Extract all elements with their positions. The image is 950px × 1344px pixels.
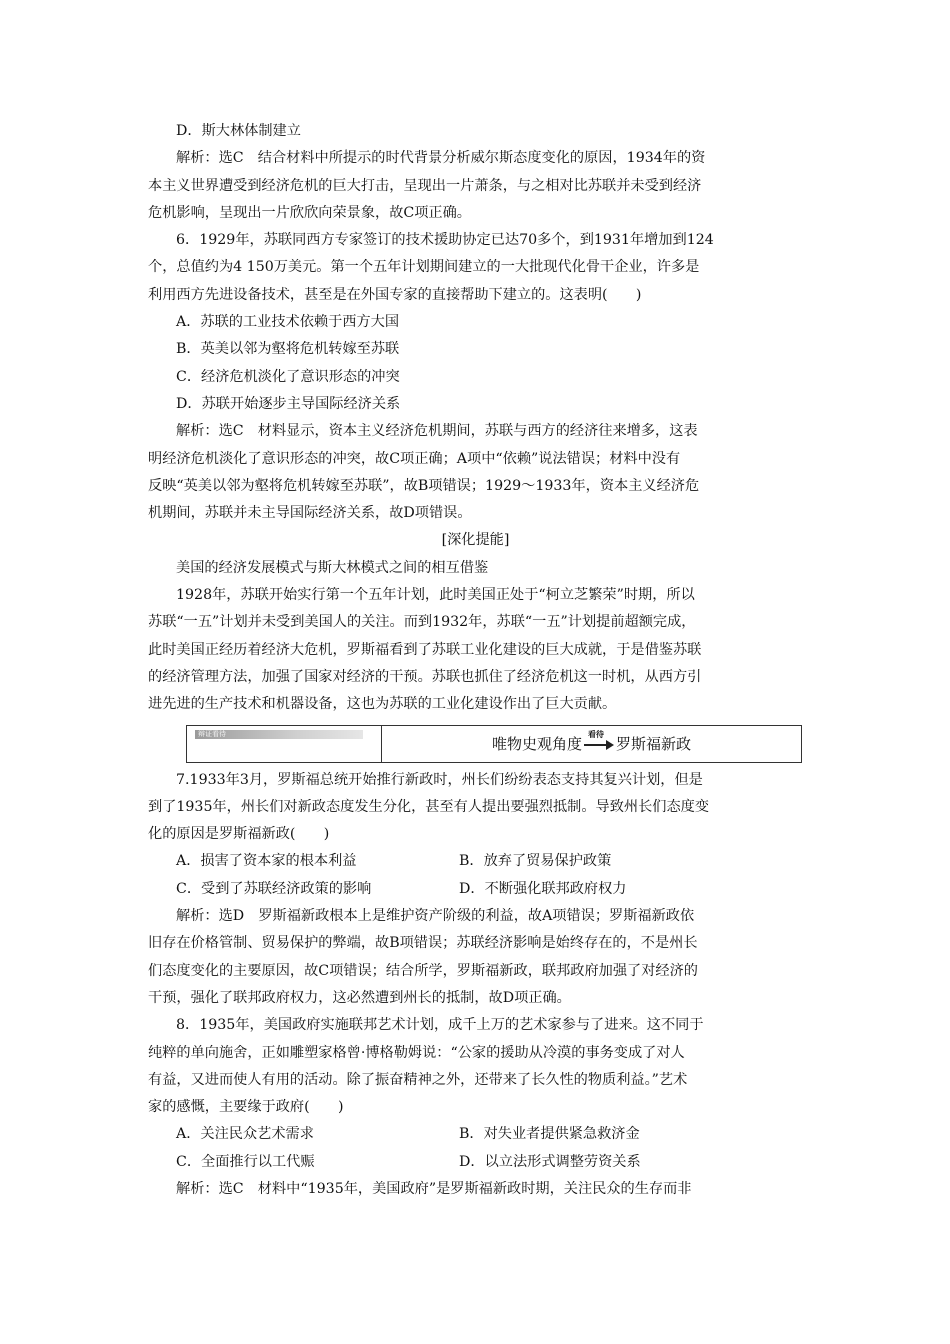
banner-tag-cell <box>187 726 382 762</box>
q7-option-c: C．受到了苏联经济政策的影响 <box>176 880 372 897</box>
section-heading: [深化提能] <box>441 532 510 549</box>
q6-option-b: B．英美以邻为壑将危机转嫁至苏联 <box>176 341 400 358</box>
q6-stem-line: 利用西方先进设备技术，甚至是在外国专家的直接帮助下建立的。这表明( ) <box>148 286 642 303</box>
q6-option-c: C．经济危机淡化了意识形态的冲突 <box>176 368 400 385</box>
q7-stem-line: 到了1935年，州长们对新政态度发生分化，甚至有人提出要强烈抵制。导致州长们态度变 <box>148 798 710 815</box>
q8-options-row <box>148 1121 803 1148</box>
q7-options-row <box>148 876 803 903</box>
q5-analysis-line: 解析：选C 结合材料中所提示的时代背景分析威尔斯态度变化的原因，1934年的资 <box>176 150 706 167</box>
q8-options-row <box>148 1149 803 1176</box>
section-body-line: 1928年，苏联开始实行第一个五年计划，此时美国正处于“柯立芝繁荣”时期，所以 <box>176 587 695 604</box>
q8-stem-line: 8．1935年，美国政府实施联邦艺术计划，成千上万的艺术家参与了进来。这不同于 <box>176 1017 704 1034</box>
q7-options-row <box>148 848 803 875</box>
section-body-line: 进先进的生产技术和机器设备，这也为苏联的工业化建设作出了巨大贡献。 <box>148 696 617 713</box>
section-body-line: 此时美国正经历着经济大危机，罗斯福看到了苏联工业化建设的巨大成就，于是借鉴苏联 <box>148 641 702 658</box>
q8-option-d: D．以立法形式调整劳资关系 <box>459 1153 641 1170</box>
q6-stem-line: 6．1929年，苏联同西方专家签订的技术援助协定已达70多个，到1931年增加到124 <box>176 232 714 249</box>
q6-analysis-line: 解析：选C 材料显示，资本主义经济危机期间，苏联与西方的经济往来增多，这表 <box>176 423 698 440</box>
section-title: 美国的经济发展模式与斯大林模式之间的相互借鉴 <box>176 559 489 576</box>
banner-right-text: 罗斯福新政 <box>616 735 692 754</box>
q7-analysis-line: 干预，强化了联邦政府权力，这必然遭到州长的抵制，故D项正确。 <box>148 989 571 1006</box>
banner-title <box>382 726 801 762</box>
q8-analysis-line: 解析：选C 材料中“1935年，美国政府”是罗斯福新政时期，关注民众的生存而非 <box>176 1180 692 1197</box>
q6-analysis-line: 机期间，苏联并未主导国际经济关系，故D项错误。 <box>148 505 472 522</box>
q7-analysis-line: 解析：选D 罗斯福新政根本上是维护资产阶级的利益，故A项错误；罗斯福新政依 <box>176 908 695 925</box>
q7-analysis-line: 们态度变化的主要原因，故C项错误；结合所学，罗斯福新政，联邦政府加强了对经济的 <box>148 962 698 979</box>
q6-option-a: A．苏联的工业技术依赖于西方大国 <box>176 314 400 331</box>
q6-option-d: D．苏联开始逐步主导国际经济关系 <box>176 395 401 412</box>
section-body-line: 的经济管理方法，加强了国家对经济的干预。苏联也抓住了经济危机这一时机，从西方引 <box>148 668 702 685</box>
q6-analysis-line: 反映“英美以邻为壑将危机转嫁至苏联”，故B项错误；1929～1933年，资本主义经济危 <box>148 477 700 494</box>
q7-stem-line: 7.1933年3月，罗斯福总统开始推行新政时，州长们纷纷表态支持其复兴计划，但是 <box>176 771 703 788</box>
q8-option-a: A．关注民众艺术需求 <box>176 1126 314 1143</box>
q8-stem-line: 家的感慨，主要缘于政府( ) <box>148 1099 344 1116</box>
q7-stem-line: 化的原因是罗斯福新政( ) <box>148 826 330 843</box>
banner-tag: 辩证看待 <box>195 730 363 739</box>
banner-left-text: 唯物史观角度 <box>491 735 582 754</box>
q5-analysis-line: 本主义世界遭受到经济危机的巨大打击，呈现出一片萧条，与之相对比苏联并未受到经济 <box>148 177 702 194</box>
q5-option-d: D．斯大林体制建立 <box>176 123 301 139</box>
q6-analysis-line: 明经济危机淡化了意识形态的冲突，故C项正确；A项中“依赖”说法错误；材料中没有 <box>148 450 681 467</box>
topic-banner <box>186 725 802 763</box>
q7-analysis-line: 旧存在价格管制、贸易保护的弊端，故B项错误；苏联经济影响是始终存在的，不是州长 <box>148 935 698 952</box>
q7-option-b: B．放弃了贸易保护政策 <box>459 853 612 870</box>
section-body-line: 苏联“一五”计划并未受到美国人的关注。而到1932年，苏联“一五”计划提前超额完成， <box>148 614 696 631</box>
document-page <box>148 118 803 1203</box>
q5-analysis-line: 危机影响，呈现出一片欣欣向荣景象，故C项正确。 <box>148 204 471 221</box>
q7-option-d: D．不断强化联邦政府权力 <box>459 880 627 897</box>
q8-option-b: B．对失业者提供紧急救济金 <box>459 1126 640 1143</box>
q7-option-a: A．损害了资本家的根本利益 <box>176 853 357 870</box>
arrow-label: 看待 <box>588 729 604 739</box>
q8-option-c: C．全面推行以工代赈 <box>176 1153 315 1170</box>
q8-stem-line: 有益，又进而使人有用的活动。除了振奋精神之外，还带来了长久性的物质利益。”艺术 <box>148 1071 688 1088</box>
q8-stem-line: 纯粹的单向施舍，正如雕塑家格曾·博格勒姆说：“公家的援助从冷漠的事务变成了对人 <box>148 1044 685 1061</box>
arrow-right-icon <box>584 729 614 750</box>
q6-stem-line: 个，总值约为4 150万美元。第一个五年计划期间建立的一大批现代化骨干企业，许多是 <box>148 259 700 276</box>
